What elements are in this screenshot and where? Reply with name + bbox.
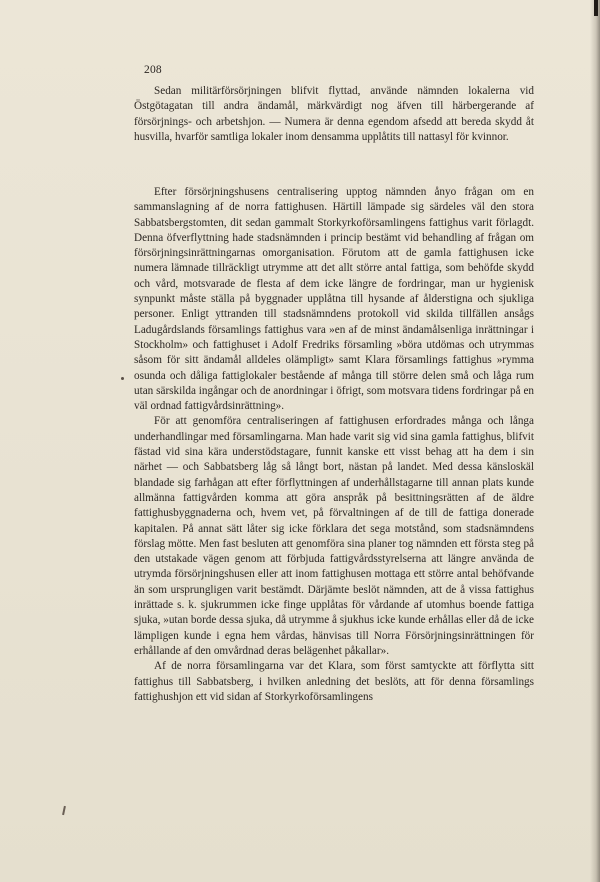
margin-speck [62, 806, 66, 815]
text-block-1 [134, 84, 534, 145]
corner-mark [594, 0, 598, 16]
text-block-2 [134, 185, 534, 705]
paragraph: Af de norra församlingarna var det Klara, som först samtyckte att förflytta sitt fattighus till Sabbatsberg, i hvilken anledning det beslöts, att för denna församlings fattighushjon ett vid sidan af Storkyrkoförsamlingens [134, 660, 534, 703]
page-number: 208 [144, 64, 162, 76]
paragraph: Efter försörjningshusens centralisering upptog nämnden ånyo frågan om en sammanslagning af de norra fattighusen. Härtill lämpade sig särdeles väl den stora Sabbatsbergstomten, dit sedan gammalt Storkyrkoförsamlingens fattighus varit förlagdt. Denna öfverflyttning hade stadsnämnden i princip bestämt vid behandling af frågan om försörjningsinrättningarnas omorganisation. Förutom att de gamla fattighusen icke numera lämnade tillräckligt utrymme att det allt större antal fattiga, som behöfde skydd och vård, motsvarade de flesta af dem icke längre de fordringar, man ur hygienisk synpunkt måste ställa på byggnader upplåtna till hysande af ålderstigna och sjukliga personer. Enligt yttranden till stadsnämndens protokoll vid skilda tillfällen ansågs Ladugårdslands församlings fattighus vara »en af de minst ändamålsenliga inrättningar i Stockholm» och fattighuset i Adolf Fredriks församling »böra utdömas och utrymmas såsom för sitt ändamål alldeles olämpligt» samt Klara församlings fattighus »rymma osunda och dåliga fattiglokaler bestående af många till större delen små och låga rum utan särskilda ingångar och de anordningar i öfrigt, som motsvara tidens fordringar på en väl ordnad fattigvårdsinrättning». [134, 186, 534, 413]
paragraph: För att genomföra centraliseringen af fattighusen erfordrades många och långa underhandlingar med församlingarna. Man hade varit sig vid sina gamla fattighus, blifvit fästad vid sina kära understödstagare, funnit kanske ett visst behag att ha dem i sin närhet — och Sabbatsberg låg så långt bort, nästan på landet. Med dessa känsloskäl blandade sig farhågan att efter förflyttningen af underhållstagarne till annan plats kunde allmänna fattigvården komma att göra anspråk på besittningsrätten af de äldre fattighusbyggnaderna och, hvem vet, på förvaltningen af de till de fattiga donerade kapitalen. På annat sätt låter sig icke förklara det sega motstånd, som stadsnämndens förslag mötte. Men fast besluten att genomföra sina planer tog nämnden ett första steg på den utstakade vägen genom att förbjuda fattigvårdsstyrelserna att längre använda de utrymda försörjningshusen eller att inom fattighusen mottaga ett större antal behöfvande än som ursprungligen varit bestämdt. Därjämte beslöt nämnden, att de å vissa fattighus inrättade s. k. sjukrummen icke finge upplåtas för vårdande af utomhus boende fattiga sjuka, »utan borde dessa sjuka, då utrymme å sjukhus icke kunde erhållas eller då de icke lämpligen kunde i egna hem vårdas, hänvisas till Norra Försörjningsinrättningen för erhållande af den omvårdnad deras belägenhet påkallar». [134, 415, 534, 657]
margin-dot [121, 377, 124, 380]
page-edge-shadow [590, 0, 600, 882]
paragraph: Sedan militärförsörjningen blifvit flyttad, använde nämnden lokalerna vid Östgötagatan till andra ändamål, märkvärdigt nog äfven till härbergerande af försörjnings- och arbetshjon. — Numera är denna egendom afsedd att bereda skydd åt husvilla, hvarför samtliga lokaler inom densamma upplåtits till nattasyl för kvinnor. [134, 85, 534, 143]
